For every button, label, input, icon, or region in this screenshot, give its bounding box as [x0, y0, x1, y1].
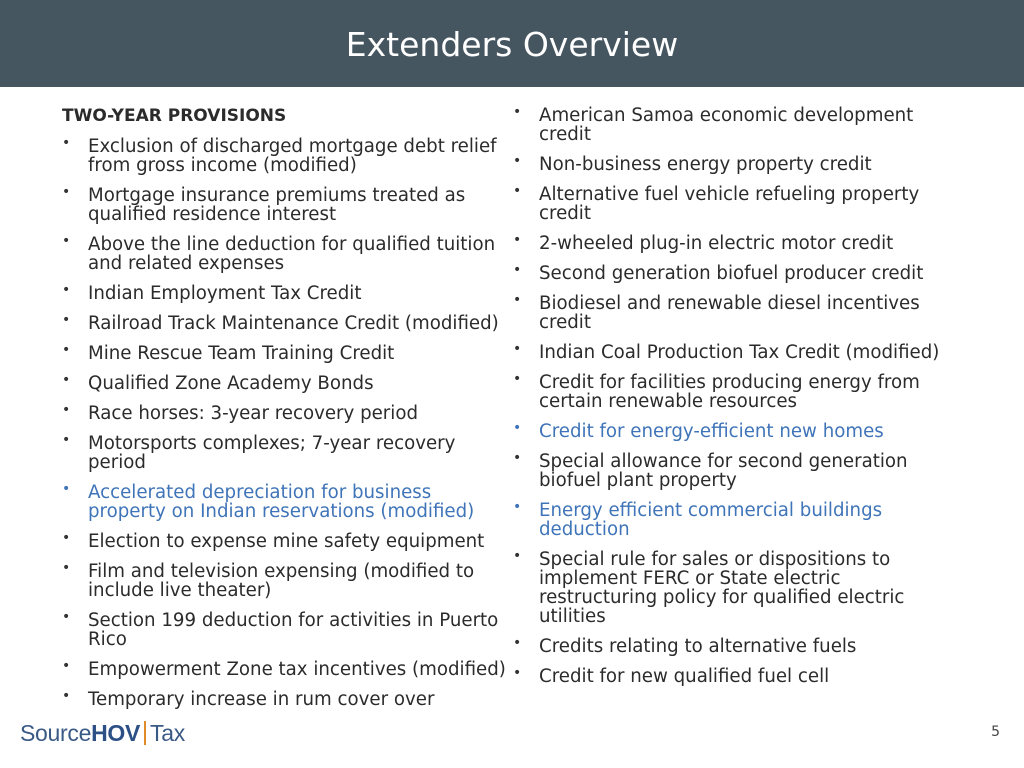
logo-divider: [144, 721, 146, 745]
right-bullet-list: [513, 106, 958, 686]
bullet-item: • Accelerated depreciation for business property on Indian reservations (modified): [62, 483, 512, 521]
slide-title: Extenders Overview: [345, 25, 679, 64]
bullet-item: • Credit for facilities producing energy from certain renewable resources: [513, 373, 958, 411]
logo-text-tax: Tax: [150, 719, 185, 746]
bullet-item: • Biodiesel and renewable diesel incentives credit: [513, 294, 958, 332]
bullet-item: • Mine Rescue Team Training Credit: [62, 344, 512, 363]
right-column: [513, 106, 958, 697]
left-bullet-list: [62, 137, 512, 709]
bullet-item: • Mortgage insurance premiums treated as qualified residence interest: [62, 186, 512, 224]
page-number: 5: [991, 724, 1000, 740]
bullet-item: • 2-wheeled plug-in electric motor credit: [513, 234, 958, 253]
bullet-item: • Railroad Track Maintenance Credit (modified): [62, 314, 512, 333]
bullet-item: • Above the line deduction for qualified tuition and related expenses: [62, 235, 512, 273]
bullet-item: • American Samoa economic development credit: [513, 106, 958, 144]
bullet-item: • Temporary increase in rum cover over: [62, 690, 512, 709]
bullet-item: • Special rule for sales or dispositions to implement FERC or State electric restructuring policy for qualified electric utilities: [513, 550, 958, 626]
left-column: [62, 106, 512, 720]
bullet-item: • Non-business energy property credit: [513, 155, 958, 174]
bullet-item: • Motorsports complexes; 7-year recovery period: [62, 434, 512, 472]
bullet-item: • Credit for new qualified fuel cell: [513, 667, 958, 686]
bullet-item: • Election to expense mine safety equipment: [62, 532, 512, 551]
company-logo: [20, 717, 185, 749]
bullet-item: • Section 199 deduction for activities in Puerto Rico: [62, 611, 512, 649]
bullet-item: • Second generation biofuel producer credit: [513, 264, 958, 283]
bullet-item: • Energy efficient commercial buildings deduction: [513, 501, 958, 539]
bullet-item: • Race horses: 3-year recovery period: [62, 404, 512, 423]
bullet-item: • Alternative fuel vehicle refueling property credit: [513, 185, 958, 223]
logo-text-source: Source: [20, 719, 92, 746]
bullet-item: • Empowerment Zone tax incentives (modified): [62, 660, 512, 679]
bullet-item: • Qualified Zone Academy Bonds: [62, 374, 512, 393]
bullet-item: • Credit for energy-efficient new homes: [513, 422, 958, 441]
section-heading: TWO-YEAR PROVISIONS: [62, 106, 287, 126]
bullet-item: • Film and television expensing (modified to include live theater): [62, 562, 512, 600]
bullet-item: • Exclusion of discharged mortgage debt relief from gross income (modified): [62, 137, 512, 175]
bullet-item: • Special allowance for second generation biofuel plant property: [513, 452, 958, 490]
bullet-item: • Indian Coal Production Tax Credit (modified): [513, 343, 958, 362]
logo-text-hov: HOV: [91, 719, 141, 746]
bullet-item: • Indian Employment Tax Credit: [62, 284, 512, 303]
bullet-item: • Credits relating to alternative fuels: [513, 637, 958, 656]
